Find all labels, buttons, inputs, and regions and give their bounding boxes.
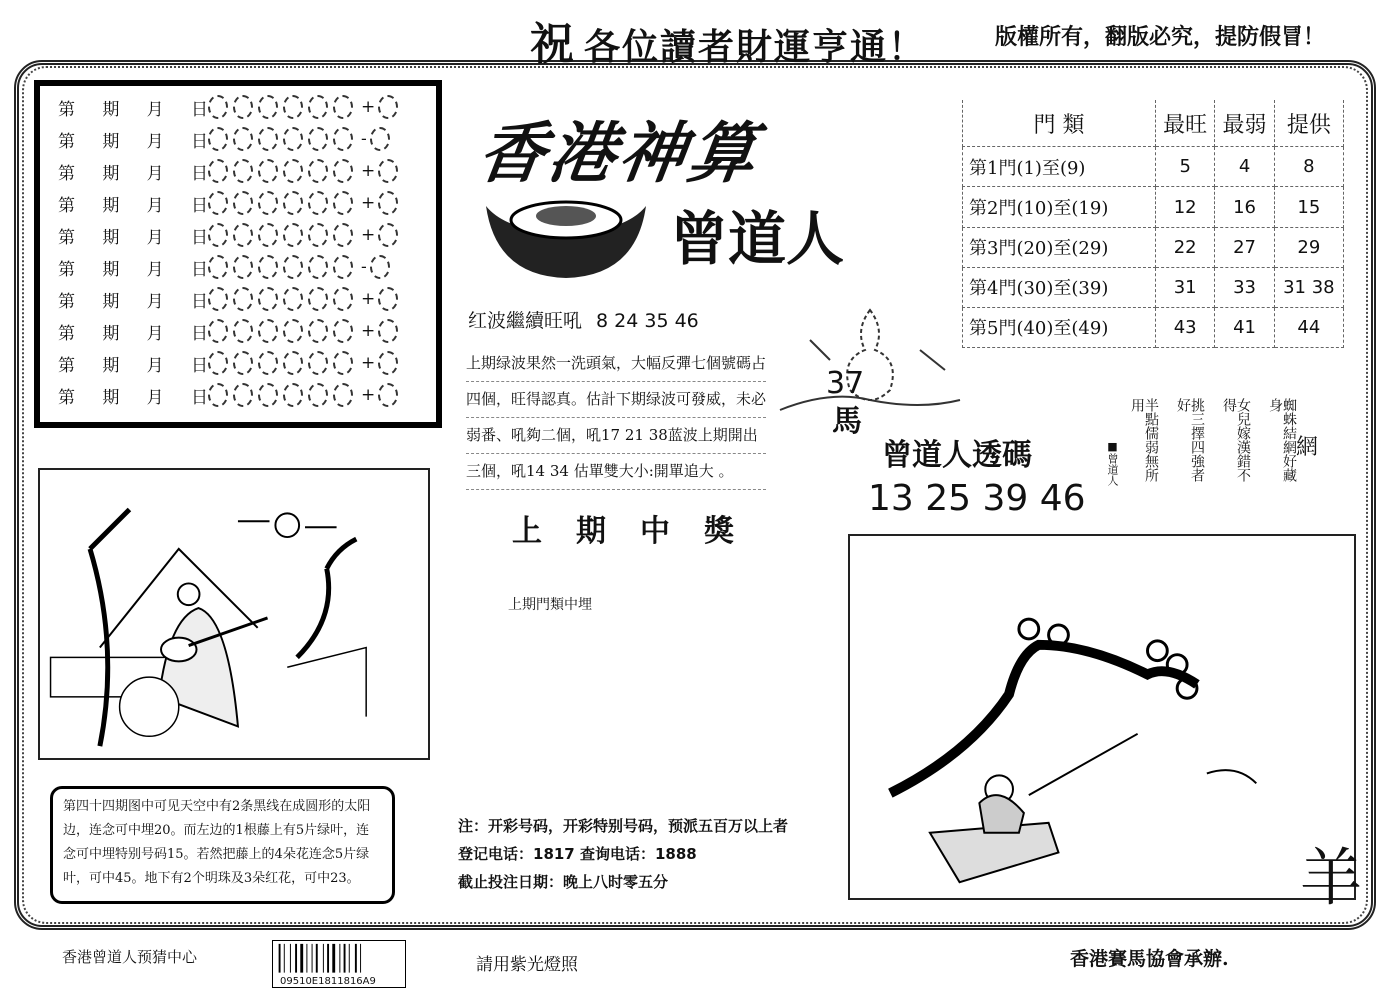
door-cell: 第4門(30)至(39) [963,267,1156,307]
number-slot-circle [233,319,253,343]
record-label-char: 月 [146,259,164,280]
record-label-char: 日 [190,259,208,280]
special-slot-circle [378,351,398,375]
record-date-label [58,159,208,184]
offer-cell: 8 [1274,147,1343,187]
record-label-char: 期 [102,227,120,248]
barcode-bar [306,944,307,973]
number-slot-circle [233,191,253,215]
number-slot-circle [233,255,253,279]
brand-name: 曾道人 [670,205,845,273]
door-cell: 第1門(1)至(9) [963,147,1156,187]
number-slot-circle [283,159,303,183]
record-row [58,252,395,282]
number-slot-circle [208,159,228,183]
number-slot-circle [283,95,303,119]
note-line: 登记电话：1817 查询电话：1888 [458,845,697,863]
record-label-char: 第 [58,291,75,312]
record-label-char: 第 [58,387,75,408]
para-line: 四個，旺得認真。估計下期绿波可發威，未必 [466,382,766,418]
number-slot-circle [233,95,253,119]
barcode-bar [284,944,285,973]
barcode-bar [339,944,340,973]
number-slot-circle [208,351,228,375]
number-slot-circle [333,223,353,247]
gold-ingot-icon [476,186,656,286]
number-slot-circle [308,319,328,343]
record-row [58,188,403,218]
record-label-char: 期 [102,323,120,344]
col-header: 最旺 [1156,100,1215,147]
barcode-bar [355,944,357,973]
record-row [58,316,403,346]
record-label-char: 日 [190,355,208,376]
record-label-char: 第 [58,355,75,376]
special-slot-circle [370,127,390,151]
record-label-char: 第 [58,259,75,280]
number-slot-circle [258,255,278,279]
table-row [963,227,1344,267]
record-sign: + [361,97,376,117]
barcode-bar [332,944,335,973]
barcode-bar [279,944,281,973]
number-slot-circle [333,383,353,407]
number-slot-circle [308,255,328,279]
number-slot-circle [258,223,278,247]
copyright-notice: 版權所有，翻版必究，提防假冒！ [995,24,1326,50]
record-label-char: 月 [146,387,164,408]
record-label-char: 月 [146,355,164,376]
record-label-char: 期 [102,131,120,152]
record-label-char: 日 [190,99,208,120]
record-sign: + [361,321,376,341]
record-label-char: 第 [58,323,75,344]
poem-line: 蜘蛛結網好藏身 [1267,398,1297,482]
lute-player-illustration [38,468,430,760]
record-row [58,156,403,186]
record-label-char: 日 [190,195,208,216]
offer-cell: 31 38 [1274,267,1343,307]
number-slot-circle [208,223,228,247]
record-label-char: 日 [190,227,208,248]
col-header: 提供 [1274,100,1343,147]
door-category-table [962,100,1344,348]
number-slot-circle [258,95,278,119]
hot-cell: 31 [1156,267,1215,307]
para-line: 三個，吼14 34 估單雙大小:開單追大 。 [466,454,766,490]
analysis-paragraph [466,346,766,490]
draw-notes [458,812,788,896]
special-slot-circle [378,287,398,311]
bless-char: 祝 [530,19,576,70]
record-date-label [58,319,208,344]
number-slot-circle [233,223,253,247]
barcode-bar [327,944,329,973]
record-date-label [58,383,208,408]
record-label-char: 日 [190,291,208,312]
number-slot-circle [233,351,253,375]
picture-clue-box: 第四十四期图中可见天空中有2条黑线在成圆形的太阳边，连念可中埋20。而左边的1根藤上有5片绿叶，连念可中埋特别号码15。若然把藤上的4朵花连念5片绿叶，可中45。地下有2个明珠及3朵红花，可中23。 [50,786,395,904]
barcode-bar [344,944,346,973]
table-header-row [963,100,1344,147]
record-sign: + [361,225,376,245]
record-label-char: 期 [102,355,120,376]
horse-number: 37 [826,366,865,401]
cold-cell: 4 [1215,147,1274,187]
number-slot-circle [333,95,353,119]
record-sign: + [361,385,376,405]
record-label-char: 日 [190,163,208,184]
record-row [58,124,395,154]
number-slot-circle [208,191,228,215]
record-label-char: 月 [146,291,164,312]
record-date-label [58,287,208,312]
number-slot-circle [333,159,353,183]
record-label-char: 期 [102,163,120,184]
red-wave-label: 红波繼續旺吼 [468,310,583,332]
number-slot-circle [333,255,353,279]
table-row [963,147,1344,187]
record-label-char: 月 [146,163,164,184]
poem-block [1130,398,1296,488]
red-wave-numbers: 8 24 35 46 [596,310,699,332]
record-label-char: 月 [146,99,164,120]
record-row [58,348,403,378]
hot-cell: 22 [1156,227,1215,267]
record-date-label [58,191,208,216]
poem-line: 女兒嫁漢錯不得 [1221,398,1251,482]
number-slot-circle [258,319,278,343]
number-slot-circle [208,287,228,311]
record-label-char: 第 [58,99,75,120]
number-slot-circle [233,159,253,183]
bless-text: 各位讀者財運亨通！ [584,26,927,68]
record-date-label [58,127,208,152]
record-label-char: 期 [102,387,120,408]
offer-cell: 44 [1274,307,1343,347]
number-slot-circle [283,287,303,311]
door-cell: 第3門(20)至(29) [963,227,1156,267]
record-sign: + [361,193,376,213]
record-label-char: 期 [102,259,120,280]
number-slot-circle [333,127,353,151]
page-title: 香港神算 [473,114,765,192]
special-slot-circle [378,159,398,183]
hot-cell: 5 [1156,147,1215,187]
number-slot-circle [208,383,228,407]
number-slot-circle [308,191,328,215]
barcode-bar [323,944,324,973]
record-row [58,220,403,250]
barcode-bar [290,944,291,973]
para-line: 上期绿波果然一洗頭氣，大幅反彈七個號碼占 [466,346,766,382]
number-slot-circle [233,287,253,311]
number-slot-circle [333,191,353,215]
last-hit-note: 上期門類中埋 [508,597,592,613]
record-sign: - [361,257,367,277]
record-label-char: 期 [102,99,120,120]
special-slot-circle [378,319,398,343]
barcode-bar [360,944,361,973]
record-label-char: 第 [58,227,75,248]
para-line: 弱番、吼夠二個，吼17 21 38蓝波上期開出 [466,418,766,454]
col-header: 最弱 [1215,100,1274,147]
number-slot-circle [233,127,253,151]
record-row [58,380,403,410]
number-slot-circle [258,159,278,183]
barcode-bar [316,944,318,973]
note-line: 截止投注日期：晚上八时零五分 [458,873,669,891]
table-row [963,187,1344,227]
table-row [963,267,1344,307]
number-slot-circle [283,127,303,151]
record-label-char: 第 [58,163,75,184]
number-slot-circle [283,223,303,247]
special-slot-circle [378,95,398,119]
number-slot-circle [308,351,328,375]
record-label-char: 日 [190,131,208,152]
hot-cell: 12 [1156,187,1215,227]
special-slot-circle [378,191,398,215]
record-label-char: 月 [146,195,164,216]
record-label-char: 月 [146,323,164,344]
record-label-char: 期 [102,195,120,216]
record-label-char: 月 [146,131,164,152]
number-slot-circle [283,319,303,343]
last-hit-heading: 上期中獎 [512,514,768,549]
number-slot-circle [283,255,303,279]
red-wave-line [468,306,699,333]
number-slot-circle [308,159,328,183]
uv-light-note: 請用紫光燈照 [476,955,578,975]
record-box [34,80,442,428]
fisherman-illustration [848,534,1356,900]
record-label-char: 日 [190,323,208,344]
record-label-char: 第 [58,131,75,152]
record-sign: - [361,129,367,149]
record-date-label [58,351,208,376]
special-slot-circle [378,383,398,407]
col-header: 門 類 [963,100,1156,147]
note-line: 注：开彩号码，开彩特别号码，预派五百万以上者 [458,817,789,835]
zodiac-sheep: 羊 [1300,841,1363,914]
offer-cell: 29 [1274,227,1343,267]
special-slot-circle [370,255,390,279]
special-slot-circle [378,223,398,247]
record-sign: + [361,289,376,309]
number-slot-circle [258,351,278,375]
number-slot-circle [283,191,303,215]
number-slot-circle [333,351,353,375]
barcode-bar [295,944,297,973]
number-slot-circle [333,287,353,311]
number-slot-circle [283,351,303,375]
offer-cell: 15 [1274,187,1343,227]
number-slot-circle [258,191,278,215]
horse-zodiac: 馬 [832,404,862,439]
record-date-label [58,223,208,248]
number-slot-circle [208,127,228,151]
number-slot-circle [283,383,303,407]
record-date-label [58,95,208,120]
hot-cell: 43 [1156,307,1215,347]
number-slot-circle [258,127,278,151]
cold-cell: 33 [1215,267,1274,307]
cold-cell: 16 [1215,187,1274,227]
number-slot-circle [233,383,253,407]
footer-organizer: 香港賽馬協會承辦. [1070,948,1229,970]
record-label-char: 期 [102,291,120,312]
barcode-bar [300,944,303,973]
barcode-bar [349,944,350,973]
record-row [58,92,403,122]
door-cell: 第2門(10)至(19) [963,187,1156,227]
tou-code-label: 曾道人透碼 [882,438,1032,473]
number-slot-circle [208,95,228,119]
table-row [963,307,1344,347]
number-slot-circle [258,383,278,407]
record-label-char: 日 [190,387,208,408]
record-sign: + [361,353,376,373]
number-slot-circle [308,223,328,247]
record-label-char: 月 [146,227,164,248]
cold-cell: 27 [1215,227,1274,267]
poem-title: 網 [1296,435,1319,460]
poem-line: 半點儒弱無所用 [1129,398,1159,482]
gourd-ribbon-icon [770,300,970,440]
number-slot-circle [308,127,328,151]
tou-code-numbers: 13 25 39 46 [868,478,1086,519]
record-row [58,284,403,314]
header-blessing [530,8,926,72]
poem-signature: ■曾道人 [1106,440,1119,486]
cold-cell: 41 [1215,307,1274,347]
barcode-bar [312,944,313,973]
number-slot-circle [208,319,228,343]
door-cell: 第5門(40)至(49) [963,307,1156,347]
number-slot-circle [308,95,328,119]
number-slot-circle [258,287,278,311]
poem-line: 挑三擇四強者好 [1175,398,1205,482]
barcode-number: 09510E1811816A9 [280,976,376,987]
number-slot-circle [208,255,228,279]
number-slot-circle [333,319,353,343]
record-date-label [58,255,208,280]
number-slot-circle [308,383,328,407]
number-slot-circle [308,287,328,311]
record-label-char: 第 [58,195,75,216]
record-sign: + [361,161,376,181]
footer-publisher: 香港曾道人预猜中心 [62,948,198,966]
